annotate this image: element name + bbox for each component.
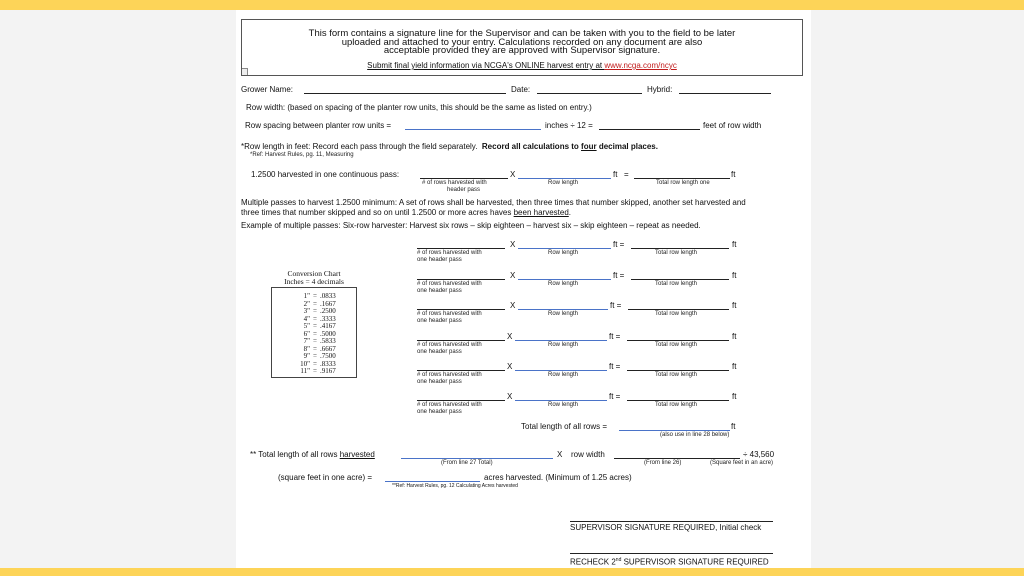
conversion-eq: = bbox=[313, 299, 317, 308]
pass-rows-caption-2: one header pass bbox=[417, 409, 462, 415]
calculating-acres-ref: **Ref: Harvest Rules, pg. 12 Calculating Acres harvested bbox=[392, 483, 518, 489]
pass-rows-caption: # of rows harvested with bbox=[417, 372, 482, 378]
continuous-rows-field[interactable] bbox=[420, 178, 508, 179]
pass-rows-field[interactable] bbox=[417, 370, 505, 371]
row-width-field[interactable] bbox=[614, 458, 740, 459]
pass-ft: ft bbox=[732, 240, 737, 249]
conversion-decimal: .0833 bbox=[320, 292, 336, 300]
ncga-link[interactable]: www.ncga.com/ncyc bbox=[604, 61, 677, 70]
total-harvested-label: ** Total length of all rows harvested bbox=[250, 450, 375, 459]
pass-x: X bbox=[507, 392, 513, 401]
total-length-label: Total length of all rows = bbox=[521, 422, 608, 431]
continuous-rows-caption: # of rows harvested with bbox=[422, 180, 487, 186]
pass-row-length-caption: Row length bbox=[548, 281, 579, 287]
pass-rows-caption-2: one header pass bbox=[417, 318, 462, 324]
pass-rows-caption: # of rows harvested with bbox=[417, 281, 482, 287]
pass-total-caption: Total row length bbox=[655, 311, 698, 317]
recheck-signature-field[interactable] bbox=[570, 553, 773, 554]
pass-rows-caption-2: one header pass bbox=[417, 349, 462, 355]
pass-rows-caption: # of rows harvested with bbox=[417, 250, 482, 256]
conversion-eq: = bbox=[313, 292, 317, 300]
supervisor-signature-field[interactable] bbox=[570, 521, 773, 522]
conversion-decimal: .5833 bbox=[320, 337, 336, 345]
conversion-decimal: .7500 bbox=[320, 352, 336, 360]
feet-of-row-width-label: feet of row width bbox=[703, 121, 762, 130]
continuous-row-length-caption: Row length bbox=[548, 180, 579, 186]
conversion-row bbox=[276, 367, 346, 375]
pass-total-caption: Total row length bbox=[655, 342, 698, 348]
grower-name-field[interactable] bbox=[304, 93, 506, 94]
pass-x: X bbox=[507, 332, 513, 341]
continuous-ft: ft bbox=[731, 170, 736, 179]
conversion-decimal: .9167 bbox=[320, 367, 336, 375]
conversion-decimal: .1667 bbox=[320, 299, 336, 308]
hybrid-field[interactable] bbox=[679, 93, 771, 94]
pass-x: X bbox=[510, 240, 516, 249]
pass-total-field[interactable] bbox=[627, 400, 729, 401]
conversion-decimal: .3333 bbox=[320, 314, 336, 323]
submit-text: Submit final yield information via NCGA's ONLINE harvest entry at bbox=[367, 61, 605, 70]
instructions-box bbox=[241, 19, 803, 76]
continuous-ft-eq: ft bbox=[613, 170, 618, 179]
pass-row-length-caption: Row length bbox=[548, 372, 579, 378]
conversion-eq: = bbox=[313, 329, 317, 338]
pass-row-length-field[interactable] bbox=[518, 309, 608, 310]
conversion-eq: = bbox=[313, 352, 317, 360]
pass-rows-field[interactable] bbox=[417, 400, 505, 401]
also-use-note: (also use in line 28 below) bbox=[660, 432, 730, 438]
pass-ft-eq: ft = bbox=[609, 392, 621, 401]
pass-total-caption: Total row length bbox=[655, 281, 698, 287]
pass-rows-field[interactable] bbox=[417, 340, 505, 341]
pass-row-length-field[interactable] bbox=[515, 340, 607, 341]
pass-rows-caption: # of rows harvested with bbox=[417, 402, 482, 408]
conversion-inch: 10" bbox=[300, 359, 310, 368]
pass-total-caption: Total row length bbox=[655, 372, 698, 378]
continuous-total-field[interactable] bbox=[634, 178, 730, 179]
conversion-chart-subtitle: Inches = 4 decimals bbox=[284, 277, 344, 286]
from-line-26-caption: (From line 26) bbox=[644, 460, 682, 466]
continuous-equals: = bbox=[624, 170, 629, 179]
conversion-eq: = bbox=[313, 307, 317, 315]
conversion-decimal: .4167 bbox=[320, 322, 336, 330]
continuous-pass-label: 1.2500 harvested in one continuous pass: bbox=[251, 170, 400, 179]
pass-total-field[interactable] bbox=[631, 248, 729, 249]
total-harvested-x: X bbox=[557, 450, 563, 459]
instructions-line-3: acceptable provided they are approved with Supervisor signature. bbox=[383, 45, 661, 56]
pass-ft: ft bbox=[732, 301, 737, 310]
pass-rows-field[interactable] bbox=[417, 248, 505, 249]
conversion-inch: 1" bbox=[303, 292, 310, 300]
date-field[interactable] bbox=[537, 93, 642, 94]
conversion-eq: = bbox=[313, 344, 317, 353]
conversion-inch: 11" bbox=[300, 367, 310, 375]
multiple-passes-line-1: Multiple passes to harvest 1.2500 minimum: A set of rows shall be harvested, then three times that number skipped, another set harvested and bbox=[241, 198, 746, 207]
pass-rows-caption-2: one header pass bbox=[417, 257, 462, 263]
conversion-inch: 9" bbox=[303, 352, 310, 360]
row-spacing-inches-field[interactable] bbox=[405, 129, 541, 130]
row-length-heading bbox=[241, 142, 658, 152]
conversion-decimal: .8333 bbox=[320, 359, 336, 368]
pass-ft: ft bbox=[732, 271, 737, 280]
supervisor-signature-label: SUPERVISOR SIGNATURE REQUIRED, Initial check bbox=[570, 523, 762, 532]
conversion-inch: 2" bbox=[303, 299, 310, 308]
pass-rows-caption-2: one header pass bbox=[417, 288, 462, 294]
row-spacing-label: Row spacing between planter row units = bbox=[245, 121, 392, 130]
pass-row-length-field[interactable] bbox=[518, 279, 611, 280]
conversion-eq: = bbox=[313, 367, 317, 375]
grower-name-label: Grower Name: bbox=[241, 85, 294, 94]
conversion-inch: 7" bbox=[303, 337, 310, 345]
bottom-accent-band bbox=[0, 568, 1024, 576]
pass-total-field[interactable] bbox=[627, 340, 729, 341]
conversion-inch: 8" bbox=[303, 344, 310, 353]
pass-total-field[interactable] bbox=[628, 309, 729, 310]
pass-ft: ft bbox=[732, 392, 737, 401]
resize-handle bbox=[242, 68, 248, 75]
conversion-inch: 6" bbox=[303, 329, 310, 338]
row-width-text: Row width: (based on spacing of the planter row units, this should be the same as listed on entry.) bbox=[246, 103, 592, 112]
sqft-one-acre-label: (square feet in one acre) = bbox=[278, 473, 373, 482]
conversion-inch: 3" bbox=[303, 307, 310, 315]
conversion-inch: 4" bbox=[303, 314, 310, 323]
row-width-label: row width bbox=[571, 450, 605, 459]
top-accent-band bbox=[0, 0, 1024, 10]
continuous-row-length-field[interactable] bbox=[518, 178, 611, 179]
multiple-passes-example: Example of multiple passes: Six-row harvester: Harvest six rows – skip eighteen – harvest six – skip eighteen – repeat as needed. bbox=[241, 221, 701, 230]
total-harvested-field[interactable] bbox=[401, 458, 553, 459]
acres-harvested-label: acres harvested. (Minimum of 1.25 acres) bbox=[484, 473, 632, 482]
right-margin bbox=[811, 10, 1024, 568]
pass-ft-eq: ft = bbox=[609, 332, 621, 341]
divide-acre-label: ÷ 43,560 bbox=[743, 450, 775, 459]
pass-ft: ft bbox=[732, 332, 737, 341]
total-length-field[interactable] bbox=[619, 430, 730, 431]
measuring-ref: *Ref: Harvest Rules, pg. 11, Measuring bbox=[250, 152, 354, 158]
pass-row-length-caption: Row length bbox=[548, 342, 579, 348]
pass-ft-eq: ft = bbox=[609, 362, 621, 371]
left-margin bbox=[0, 10, 236, 568]
conversion-inch: 5" bbox=[303, 322, 310, 330]
row-length-heading-bold: Record all calculations to four decimal places. bbox=[481, 142, 658, 151]
pass-rows-caption: # of rows harvested with bbox=[417, 342, 482, 348]
pass-rows-caption: # of rows harvested with bbox=[417, 311, 482, 317]
conversion-decimal: .2500 bbox=[320, 307, 336, 315]
pass-rows-caption-2: one header pass bbox=[417, 379, 462, 385]
pass-x: X bbox=[510, 271, 516, 280]
conversion-eq: = bbox=[313, 314, 317, 323]
pass-x: X bbox=[507, 362, 513, 371]
conversion-eq: = bbox=[313, 359, 317, 368]
pass-ft-eq: ft = bbox=[613, 271, 625, 280]
conversion-decimal: .6667 bbox=[320, 344, 336, 353]
pass-ft-eq: ft = bbox=[613, 240, 625, 249]
pass-ft-eq: ft = bbox=[610, 301, 622, 310]
pass-row-length-field[interactable] bbox=[515, 370, 607, 371]
conversion-eq: = bbox=[313, 322, 317, 330]
pass-row-length-field[interactable] bbox=[515, 400, 607, 401]
instructions-line-1: This form contains a signature line for the Supervisor and can be taken with you to the field to be later bbox=[308, 28, 736, 39]
pass-total-field[interactable] bbox=[631, 279, 729, 280]
pass-row-length-caption: Row length bbox=[548, 402, 579, 408]
pass-total-field[interactable] bbox=[627, 370, 729, 371]
pass-total-caption: Total row length bbox=[655, 250, 698, 256]
from-line-27-caption: (From line 27 Total) bbox=[441, 460, 493, 466]
submit-line bbox=[242, 61, 802, 71]
multiple-passes-line-2: three times that number skipped and so on until 1.2500 or more acres haves been harvested. bbox=[241, 208, 571, 217]
pass-rows-field[interactable] bbox=[417, 279, 505, 280]
continuous-total-caption: Total row length one bbox=[656, 180, 710, 186]
acres-harvested-field[interactable] bbox=[385, 481, 480, 482]
total-length-ft: ft bbox=[731, 422, 736, 431]
conversion-chart-title: Conversion Chart bbox=[287, 269, 341, 278]
recheck-signature-label: RECHECK 2nd SUPERVISOR SIGNATURE REQUIRED bbox=[570, 557, 769, 567]
row-length-heading-text: *Row length in feet: Record each pass through the field separately. bbox=[241, 142, 478, 151]
conversion-eq: = bbox=[313, 337, 317, 345]
inches-divide-label: inches ÷ 12 = bbox=[545, 121, 593, 130]
pass-row-length-field[interactable] bbox=[518, 248, 611, 249]
pass-ft: ft bbox=[732, 362, 737, 371]
pass-row-length-caption: Row length bbox=[548, 311, 579, 317]
pass-total-caption: Total row length bbox=[655, 402, 698, 408]
conversion-decimal: .5000 bbox=[320, 329, 336, 338]
continuous-rows-caption-2: header pass bbox=[447, 187, 481, 193]
continuous-x: X bbox=[510, 170, 516, 179]
hybrid-label: Hybrid: bbox=[647, 85, 673, 94]
instructions-line-2: uploaded and attached to your entry. Calculations recorded on any document are also bbox=[341, 37, 703, 48]
sqft-acre-caption: (Square feet in an acre) bbox=[710, 460, 774, 466]
pass-x: X bbox=[510, 301, 516, 310]
row-width-feet-field[interactable] bbox=[599, 129, 700, 130]
date-label: Date: bbox=[511, 85, 531, 94]
pass-rows-field[interactable] bbox=[417, 309, 505, 310]
pass-row-length-caption: Row length bbox=[548, 250, 579, 256]
